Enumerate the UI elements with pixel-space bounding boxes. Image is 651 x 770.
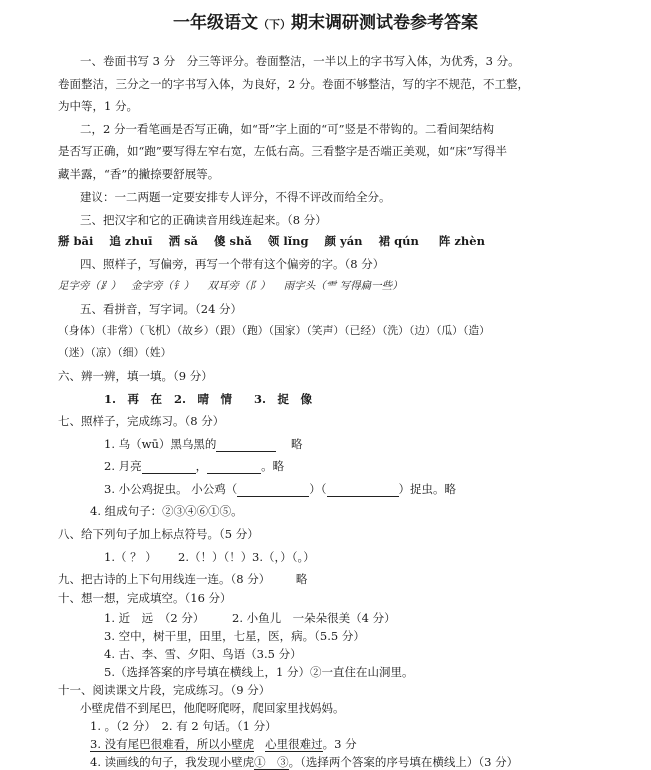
pair-pinyin: sǎ — [184, 234, 199, 248]
s4-answer: 金字旁（钅） — [131, 280, 195, 292]
s9-heading — [58, 571, 307, 587]
s5-word: （飞机） — [138, 324, 177, 337]
s4-answer: 雨字头（⻗ 写得扁一些） — [283, 280, 403, 292]
pair-pinyin: zhuī — [124, 234, 153, 248]
s11-item-4-note: 。（选择两个答案的序号填在横线上）（3 分） — [288, 755, 519, 769]
pair-pinyin: yán — [340, 234, 363, 248]
answer-blank — [327, 483, 399, 497]
s7-item-3 — [104, 481, 456, 497]
s7-item-2-comma: ， — [195, 459, 208, 473]
title-rest: 期末调研测试卷参考答案 — [291, 13, 478, 33]
s9-answer: 略 — [295, 572, 308, 586]
s4-heading: 四、照样子，写偏旁，再写一个带有这个偏旁的字。（8 分） — [80, 257, 385, 271]
pair-pinyin: qún — [394, 234, 419, 248]
s9-heading-text: 九、把古诗的上下句用线连一连。（8 分） — [58, 572, 271, 586]
s5-word: （故乡） — [176, 324, 215, 337]
s3-pairs-row — [58, 233, 485, 249]
pair-pinyin: zhèn — [454, 234, 485, 248]
s1-line-2: 卷面整洁，三分之一的字书写入体，为良好，2 分。卷面不够整洁，写的字不规范，不工整， — [58, 77, 529, 91]
s7-item-1-text: 1. 乌（wū）黑乌黑的 — [104, 437, 217, 451]
s11-item-3-text: 3. 没有尾巴很难看，所以小壁虎 — [90, 737, 255, 751]
answer-blank — [237, 483, 309, 497]
s2-suggestion: 建议：一二两题一定要安排专人评分，不得不评改而给全分。 — [80, 190, 391, 204]
s11-heading: 十一、阅读课文片段，完成练习。（9 分） — [58, 683, 271, 697]
answer-blank — [216, 438, 276, 452]
s7-item-3-text: 3. 小公鸡捉虫。 小公鸡（ — [104, 482, 238, 496]
s5-word: （身体） — [58, 324, 102, 337]
s10-item-4: 4. 古、李、雪、夕阳、鸟语（3.5 分） — [104, 647, 302, 661]
page-title — [0, 8, 651, 33]
s6-answer-1: 1. 再 在 — [104, 392, 163, 406]
s5-word: （跑） — [241, 324, 269, 337]
s7-item-1-answer: 略 — [291, 437, 303, 451]
s5-word: （瓜） — [435, 324, 463, 337]
pair-char: 追 — [109, 234, 121, 248]
s10-item-3: 3. 空中，树干里，田里，七星，医，病。（5.5 分） — [104, 629, 365, 643]
pair-pinyin: shǎ — [229, 234, 252, 248]
s5-word: （凉） — [90, 346, 118, 359]
s11-item-1: 1. 。（2 分） 2. 有 2 句话。（1 分） — [90, 719, 277, 733]
pair-char: 阵 — [438, 234, 451, 248]
s11-item-3-answer: 心里很难过 — [265, 737, 323, 751]
s5-word: （国家） — [268, 324, 307, 337]
s11-item-4 — [90, 754, 518, 770]
s6-heading: 六、辨一辨，填一填。（9 分） — [58, 369, 213, 383]
s6-answer-2: 2. 晴 情 — [174, 392, 233, 406]
s5-word: （已经） — [344, 324, 382, 337]
pair-char: 傻 — [214, 234, 226, 248]
s11-item-3 — [90, 736, 357, 752]
s7-item-4: 4. 组成句子：②③④⑥①⑤。 — [90, 504, 243, 518]
title-note: （下） — [258, 18, 291, 31]
pair-char: 洒 — [168, 234, 181, 248]
pair-char: 裙 — [378, 234, 391, 248]
s10-item-1: 1. 近 远 （2 分） — [104, 611, 205, 625]
s3-heading: 三、把汉字和它的正确读音用线连起来。（8 分） — [80, 213, 327, 227]
s11-item-4-text: 4. 读画线的句子，我发现小壁虎 — [90, 755, 255, 769]
s5-word: （洗） — [381, 324, 409, 337]
s7-item-2 — [104, 458, 284, 474]
s5-word: （迷） — [58, 346, 91, 359]
s10-item-5: 5.（选择答案的序号填在横线上，1 分）②一直住在山洞里。 — [104, 665, 414, 679]
s11-item-3-space — [254, 737, 265, 751]
s11-item-4-answer: ① ③ — [254, 755, 289, 769]
s5-word: （边） — [408, 324, 436, 337]
s5-word: （造） — [462, 324, 490, 337]
s8-answer-2: 2.（！）（！） — [178, 550, 253, 564]
title-main: 一年级语文 — [173, 13, 258, 33]
s10-heading: 十、想一想，完成填空。（16 分） — [58, 591, 232, 605]
pair-pinyin: lǐng — [283, 234, 309, 248]
s5-word: （笑声） — [306, 324, 345, 337]
answer-blank — [142, 460, 196, 474]
s2-line-3: 藏半露，“香”的撇捺要舒展等。 — [58, 167, 220, 181]
pair-pinyin: bāi — [73, 234, 94, 248]
s2-line-1: 二，2 分一看笔画是否写正确，如“哥”字上面的“可”竖是不带钩的。二看间架结构 — [80, 122, 494, 136]
s4-answers — [58, 278, 403, 294]
s10-item-2: 2. 小鱼儿 一朵朵很美（4 分） — [232, 611, 396, 625]
s8-heading: 八、给下列句子加上标点符号。（5 分） — [58, 527, 259, 541]
s1-line-3: 为中等，1 分。 — [58, 99, 138, 113]
s5-word: （细） — [117, 346, 145, 359]
s5-word: （姓） — [144, 346, 172, 359]
s4-answer: 双耳旁（阝） — [207, 280, 271, 292]
s8-answer-3: 3.（，）（。） — [252, 550, 315, 564]
s6-answer-3: 3. 捉 像 — [254, 392, 313, 406]
s8-answer-1: 1.（ ？ ） — [104, 550, 157, 564]
s5-row-2 — [58, 345, 171, 361]
s7-item-3-answer: ）捉虫。略 — [398, 482, 457, 496]
s1-line-1: 一、卷面书写 3 分 分三等评分。卷面整洁，一半以上的字书写入体，为优秀，3 分。 — [80, 54, 520, 68]
pair-char: 掰 — [58, 234, 70, 248]
s7-heading: 七、照样子，完成练习。（8 分） — [58, 414, 225, 428]
s4-answer: 足字旁（⻊） — [58, 280, 121, 292]
s7-item-3-mid: ）（ — [309, 482, 327, 496]
s7-item-1 — [104, 436, 303, 452]
s11-item-3-score: 。3 分 — [322, 737, 357, 751]
s11-passage: 小壁虎借不到尾巴，他爬呀爬呀，爬回家里找妈妈。 — [80, 701, 345, 715]
s5-heading: 五、看拼音，写字词。（24 分） — [80, 302, 243, 316]
s7-item-2-answer: 。略 — [261, 459, 285, 473]
s7-item-2-text: 2. 月亮 — [104, 459, 142, 473]
s5-word: （跟） — [214, 324, 242, 337]
s5-row-1 — [58, 323, 490, 339]
answer-blank — [207, 460, 261, 474]
s5-word: （非常） — [101, 324, 139, 337]
s2-line-2: 是否写正确，如“跑”要写得左窄右宽，左低右高。三看整字是否端正美观，如“床”写得半 — [58, 144, 508, 158]
pair-char: 颜 — [324, 234, 337, 248]
pair-char: 领 — [267, 234, 280, 248]
